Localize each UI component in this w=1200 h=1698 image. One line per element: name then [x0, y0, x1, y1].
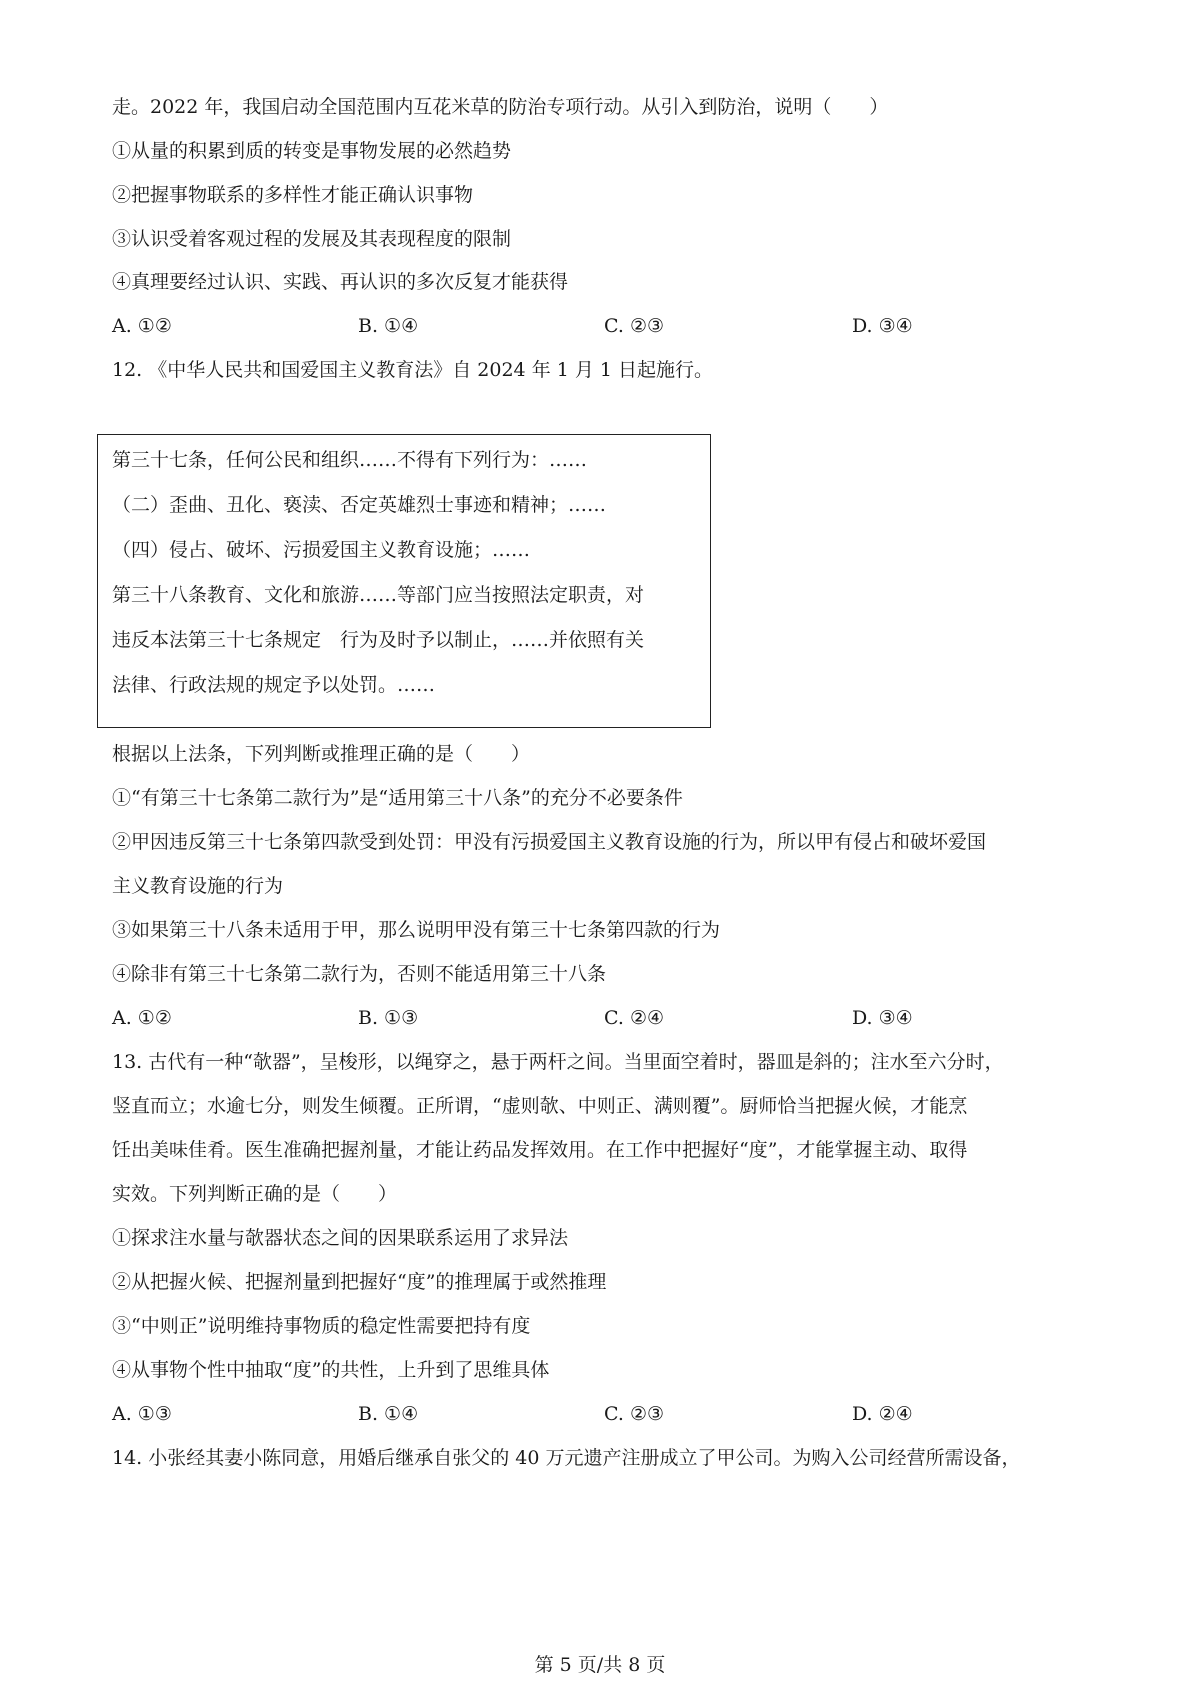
q11-options: [112, 313, 1112, 339]
law-line-4: 第三十八条教育、文化和旅游……等部门应当按照法定职责，对: [112, 584, 645, 606]
q13-item-3: ③“中则正”说明维持事物质的稳定性需要把持有度: [112, 1315, 531, 1337]
q13-option-b: B. ①④: [358, 1403, 419, 1425]
q12-item-1: ①“有第三十七条第二款行为”是“适用第三十八条”的充分不必要条件: [112, 787, 683, 809]
q12-item-3: ③如果第三十八条未适用于甲，那么说明甲没有第三十七条第四款的行为: [112, 919, 721, 941]
q12-option-a: A. ①②: [112, 1007, 172, 1029]
q11-item-1: ①从量的积累到质的转变是事物发展的必然趋势: [112, 140, 512, 162]
q12-item-4: ④除非有第三十七条第二款行为，否则不能适用第三十八条: [112, 963, 607, 985]
q13-option-d: D. ②④: [852, 1403, 913, 1425]
q12-item-2: ②甲因违反第三十七条第四款受到处罚：甲没有污损爱国主义教育设施的行为，所以甲有侵占和破坏爱国: [112, 831, 987, 853]
q13-stem-line-1: 13. 古代有一种“欹器”，呈梭形，以绳穿之，悬于两杆之间。当里面空着时，器皿是斜的；注水至六分时，: [112, 1051, 1004, 1073]
law-excerpt-box: [97, 434, 711, 728]
q11-item-2: ②把握事物联系的多样性才能正确认识事物: [112, 184, 474, 206]
q11-item-4: ④真理要经过认识、实践、再认识的多次反复才能获得: [112, 271, 569, 293]
q12-option-b: B. ①③: [358, 1007, 419, 1029]
q12-stem: 12. 《中华人民共和国爱国主义教育法》自 2024 年 1 月 1 日起施行。: [112, 359, 714, 381]
q13-item-2: ②从把握火候、把握剂量到把握好“度”的推理属于或然推理: [112, 1271, 607, 1293]
q13-option-a: A. ①③: [112, 1403, 172, 1425]
law-line-1: 第三十七条，任何公民和组织……不得有下列行为：……: [112, 449, 588, 471]
q13-options: [112, 1401, 1112, 1427]
page-number-footer: 第 5 页/共 8 页: [534, 1654, 666, 1676]
q13-item-4: ④从事物个性中抽取“度”的共性，上升到了思维具体: [112, 1359, 550, 1381]
q13-stem-line-4: 实效。下列判断正确的是（ ）: [112, 1183, 398, 1205]
q12-question: 根据以上法条，下列判断或推理正确的是（ ）: [112, 743, 531, 765]
q11-option-c: C. ②③: [604, 315, 665, 337]
q13-stem-line-2: 竖直而立；水逾七分，则发生倾覆。正所谓，“虚则欹、中则正、满则覆”。厨师恰当把握火候，才能烹: [112, 1095, 968, 1117]
law-line-3: （四）侵占、破坏、污损爱国主义教育设施；……: [112, 539, 531, 561]
law-line-5: 违反本法第三十七条规定 行为及时予以制止，……并依照有关: [112, 629, 645, 651]
q12-item-2-continued: 主义教育设施的行为: [112, 875, 284, 897]
q13-option-c: C. ②③: [604, 1403, 665, 1425]
q11-option-d: D. ③④: [852, 315, 913, 337]
q12-option-c: C. ②④: [604, 1007, 665, 1029]
q13-stem-line-3: 饪出美味佳肴。医生准确把握剂量，才能让药品发挥效用。在工作中把握好“度”，才能掌握主动、取得: [112, 1139, 968, 1161]
q11-option-b: B. ①④: [358, 315, 419, 337]
q11-stem-continuation: 走。2022 年，我国启动全国范围内互花米草的防治专项行动。从引入到防治，说明（ ）: [112, 96, 889, 118]
q12-option-d: D. ③④: [852, 1007, 913, 1029]
law-line-2: （二）歪曲、丑化、亵渎、否定英雄烈士事迹和精神；……: [112, 494, 607, 516]
q11-option-a: A. ①②: [112, 315, 172, 337]
q13-item-1: ①探求注水量与欹器状态之间的因果联系运用了求异法: [112, 1227, 569, 1249]
q11-item-3: ③认识受着客观过程的发展及其表现程度的限制: [112, 228, 512, 250]
law-line-6: 法律、行政法规的规定予以处罚。……: [112, 674, 436, 696]
q12-options: [112, 1005, 1112, 1031]
q14-stem: 14. 小张经其妻小陈同意，用婚后继承自张父的 40 万元遗产注册成立了甲公司。为购入公司经营所需设备，: [112, 1447, 1021, 1469]
